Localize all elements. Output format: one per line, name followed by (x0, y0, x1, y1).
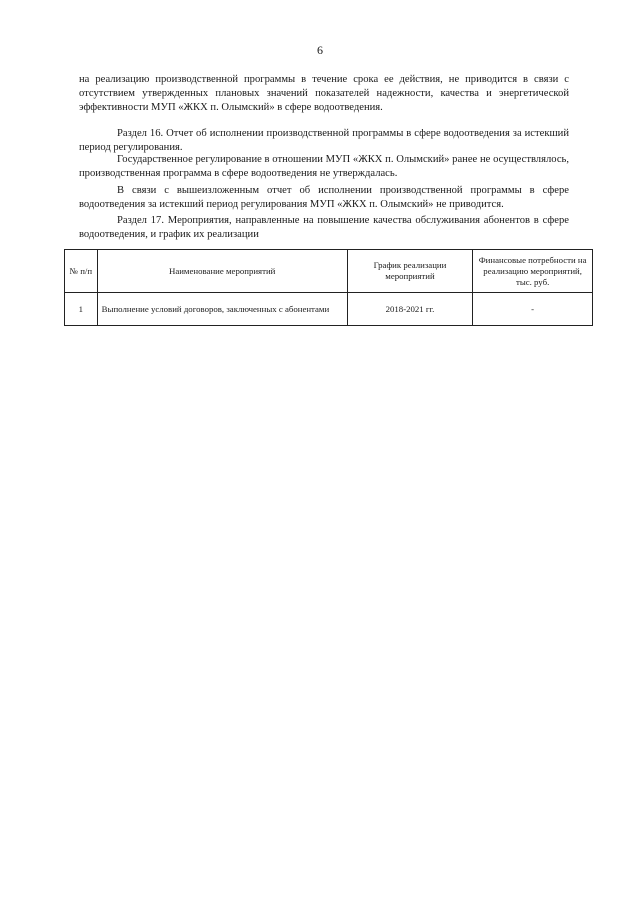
cell-schedule: 2018-2021 гг. (347, 293, 473, 326)
cell-num: 1 (65, 293, 98, 326)
header-finance: Финансовые потребности на реализацию мероприятий, тыс. руб. (473, 250, 593, 293)
paragraph-program-indicators: на реализацию производственной программы в течение срока ее действия, не приводится в связи с отсутствием утвержденных плановых значений показателей надежности, качества и энергетической эффективности МУП «ЖКХ п. Олымский» в сфере водоотведения. (79, 74, 569, 113)
header-name: Наименование мероприятий (97, 250, 347, 293)
table-row (65, 293, 593, 326)
paragraph-section-17: Раздел 17. Мероприятия, направленные на повышение качества обслуживания абонентов в сфере водоотведения, и график их реализации (79, 215, 569, 240)
cell-finance: - (473, 293, 593, 326)
measures-table (64, 249, 593, 326)
paragraph-report-not-provided: В связи с вышеизложенным отчет об исполнении производственной программы в сфере водоотведения за истекший период регулирования МУП «ЖКХ п. Олымский» не приводится. (79, 185, 569, 210)
paragraph-section-16: Раздел 16. Отчет об исполнении производственной программы в сфере водоотведения за истекший период регулирования. (79, 128, 569, 153)
cell-name: Выполнение условий договоров, заключенных с абонентами (97, 293, 347, 326)
paragraph-state-regulation: Государственное регулирование в отношении МУП «ЖКХ п. Олымский» ранее не осуществлялось, производственная программа в сфере водоотведения не утверждалась. (79, 154, 569, 179)
table-header-row (65, 250, 593, 293)
header-schedule: График реализации мероприятий (347, 250, 473, 293)
page-number: 6 (317, 43, 323, 57)
header-num: № п/п (65, 250, 98, 293)
